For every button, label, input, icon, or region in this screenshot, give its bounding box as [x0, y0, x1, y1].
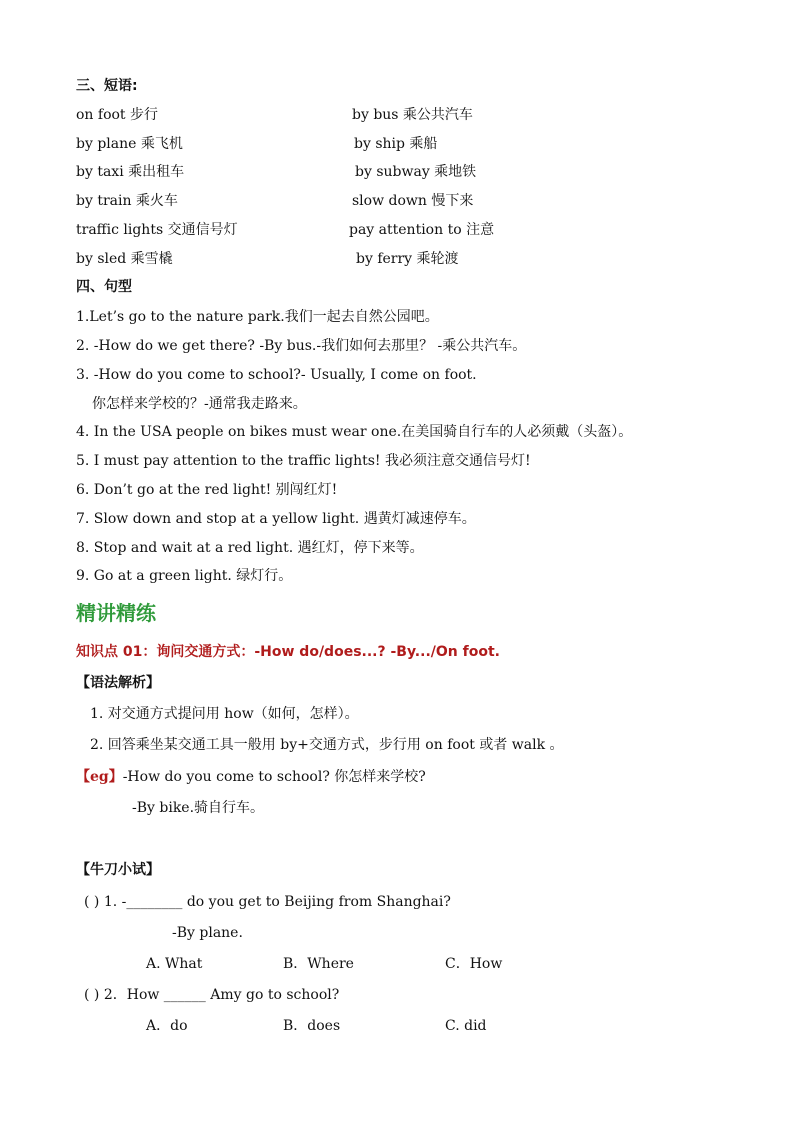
phrase-right: by subway 乘地铁 — [355, 164, 477, 180]
option-b: B．Where — [283, 956, 354, 972]
phrase-right: by ship 乘船 — [354, 136, 438, 152]
phrase-left: by sled 乘雪橇 — [76, 251, 173, 267]
phrase-right: slow down 慢下来 — [352, 193, 474, 209]
grammar-point: 1. 对交通方式提问用 how（如何，怎样）。 — [90, 706, 359, 722]
question-1: ( ) 1. -________ do you get to Beijing from Shanghai? — [84, 894, 451, 910]
phrase-left: by plane 乘飞机 — [76, 136, 183, 152]
eg-question: -How do you come to school? 你怎样来学校? — [122, 769, 426, 785]
option-a: A．do — [146, 1018, 188, 1034]
sentence: 9. Go at a green light. 绿灯行。 — [76, 568, 293, 584]
example-line — [76, 767, 426, 787]
sentence: 2. -How do we get there? -By bus.-我们如何去那里？ -乘公共汽车。 — [76, 338, 527, 354]
sentence: 8. Stop and wait at a red light. 遇红灯，停下来等。 — [76, 540, 424, 556]
knowledge-point-title: 知识点 01：询问交通方式：-How do/does...? -By.../On foot. — [76, 644, 500, 660]
eg-label: 【eg】 — [76, 769, 123, 785]
phrase-left: traffic lights 交通信号灯 — [76, 222, 238, 238]
phrase-left: by train 乘火车 — [76, 193, 178, 209]
phrase-left: on foot 步行 — [76, 107, 159, 123]
sentence: 3. -How do you come to school?- Usually, I come on foot. — [76, 367, 477, 383]
grammar-point: 2. 回答乘坐某交通工具一般用 by+交通方式，步行用 on foot 或者 walk 。 — [90, 737, 564, 753]
question-1-answer-line: -By plane. — [172, 925, 243, 941]
section3-title: 三、短语: — [76, 78, 138, 94]
option-c: C. did — [445, 1018, 487, 1034]
question-2: ( ) 2．How ______ Amy go to school? — [84, 987, 340, 1003]
phrase-left: by taxi 乘出租车 — [76, 164, 185, 180]
sentence: 4. In the USA people on bikes must wear one.在美国骑自行车的人必须戴（头盔）。 — [76, 424, 633, 440]
phrase-right: pay attention to 注意 — [349, 222, 495, 238]
eg-answer: -By bike.骑自行车。 — [132, 800, 265, 816]
sentence: 7. Slow down and stop at a yellow light. 遇黄灯减速停车。 — [76, 511, 476, 527]
option-b: B．does — [283, 1018, 341, 1034]
option-a: A. What — [146, 956, 203, 972]
sentence: 1.Let’s go to the nature park.我们一起去自然公园吧。 — [76, 309, 439, 325]
phrase-right: by bus 乘公共汽车 — [352, 107, 473, 123]
practice-header: 【牛刀小试】 — [76, 862, 160, 878]
sentence: 你怎样来学校的？-通常我走路来。 — [92, 396, 307, 412]
section-title-jingjiang: 精讲精练 — [76, 601, 156, 625]
phrase-right: by ferry 乘轮渡 — [356, 251, 459, 267]
sentence: 5. I must pay attention to the traffic lights! 我必须注意交通信号灯! — [76, 453, 531, 469]
option-c: C．How — [445, 956, 503, 972]
section4-title: 四、句型 — [76, 279, 132, 295]
grammar-header: 【语法解析】 — [76, 675, 160, 691]
sentence: 6. Don’t go at the red light! 别闯红灯! — [76, 482, 338, 498]
